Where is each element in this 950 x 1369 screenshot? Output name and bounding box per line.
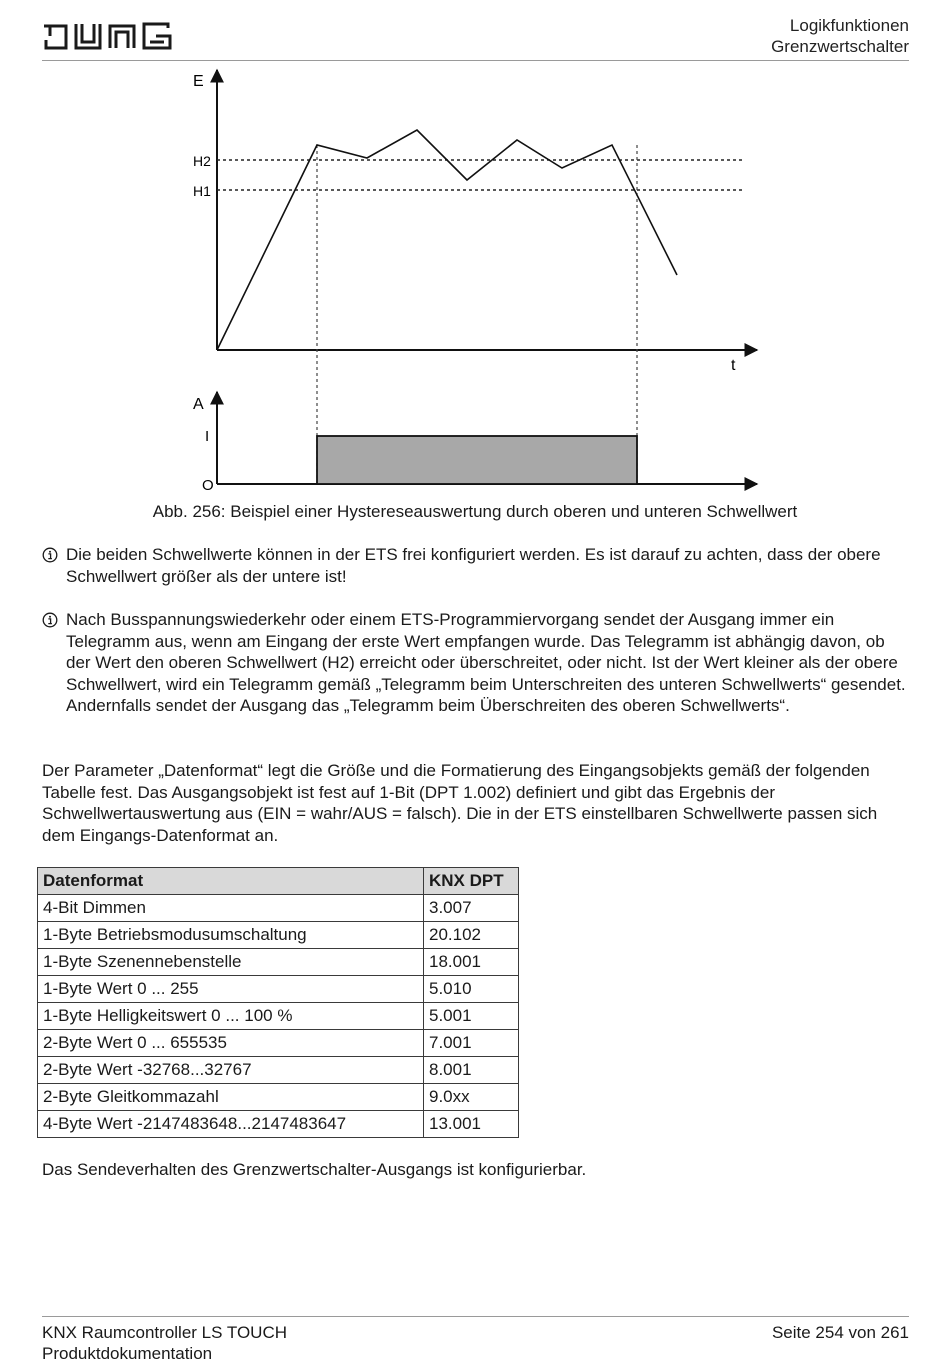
- table-row: [38, 949, 519, 976]
- dpt-cell: 7.001: [424, 1030, 519, 1057]
- dpt-cell: 5.010: [424, 976, 519, 1003]
- footer-product-info: [42, 1322, 287, 1364]
- table-row: [38, 1003, 519, 1030]
- format-cell: 4-Byte Wert -2147483648...2147483647: [38, 1111, 424, 1138]
- output-on-block: [317, 436, 637, 484]
- table-header-row: [38, 868, 519, 895]
- table-row: [38, 1084, 519, 1111]
- info-note-thresholds: [42, 544, 912, 587]
- footer-divider: [42, 1316, 909, 1317]
- info-note-text: Nach Busspannungswiederkehr oder einem ETS-Programmiervorgang sendet der Ausgang immer ein Telegramm aus, wenn am Eingang der erste Wert empfangen wurde. Das Telegramm ist abhängig davon, ob der Wert den oberen Schwellwert (H2) erreicht oder überschreitet, oder nicht. Ist der Wert kleiner als der obere Schwellwert, wird ein Telegramm gemäß „Telegramm beim Unterschreiten des unteren Schwellwerts“ gesendet. Andernfalls sendet der Ausgang das „Telegramm beim Überschreiten des oberen Schwellwerts“.: [66, 610, 906, 715]
- jung-logo: [42, 20, 174, 54]
- closing-sentence: Das Sendeverhalten des Grenzwertschalter-Ausgangs ist konfigurierbar.: [42, 1160, 587, 1179]
- info-icon: [42, 547, 58, 563]
- info-note-text: Die beiden Schwellwerte können in der ETS frei konfiguriert werden. Es ist darauf zu achten, dass der obere Schwellwert größer als der untere ist!: [66, 545, 881, 586]
- input-signal-line: [217, 130, 677, 350]
- table-row: [38, 1111, 519, 1138]
- format-cell: 2-Byte Wert -32768...32767: [38, 1057, 424, 1084]
- axis-label-e: E: [193, 73, 204, 90]
- format-cell: 4-Bit Dimmen: [38, 895, 424, 922]
- info-note-bus-return: [42, 609, 912, 717]
- header-section-title: [771, 15, 909, 57]
- data-format-table: [37, 867, 519, 1138]
- format-cell: 2-Byte Gleitkommazahl: [38, 1084, 424, 1111]
- dpt-cell: 5.001: [424, 1003, 519, 1030]
- table-row: [38, 895, 519, 922]
- dpt-cell: 13.001: [424, 1111, 519, 1138]
- column-header-datenformat: Datenformat: [38, 868, 424, 895]
- figure-caption: Abb. 256: Beispiel einer Hystereseauswertung durch oberen und unteren Schwellwert: [152, 502, 798, 521]
- column-header-knx-dpt: KNX DPT: [424, 868, 519, 895]
- hysteresis-figure: [0, 60, 950, 500]
- dpt-cell: 9.0xx: [424, 1084, 519, 1111]
- level-label-i: I: [205, 428, 210, 445]
- table-row: [38, 922, 519, 949]
- level-label-o: O: [202, 477, 214, 494]
- header-section: Logikfunktionen: [789, 16, 909, 35]
- format-cell: 1-Byte Helligkeitswert 0 ... 100 %: [38, 1003, 424, 1030]
- data-format-paragraph: Der Parameter „Datenformat“ legt die Größe und die Formatierung des Eingangsobjekts gemäß der folgenden Tabelle fest. Das Ausgangsobjekt ist fest auf 1-Bit (DPT 1.002) definiert und gibt das Ergebnis der Schwellwertauswertung aus (EIN = wahr/AUS = falsch). Die in der ETS einstellbaren Schwellwerte passen sich dem Eingangs-Datenformat an.: [42, 761, 878, 845]
- dpt-cell: 18.001: [424, 949, 519, 976]
- dpt-cell: 3.007: [424, 895, 519, 922]
- footer-doc-type: Produktdokumentation: [42, 1344, 213, 1363]
- format-cell: 1-Byte Szenennebenstelle: [38, 949, 424, 976]
- table-row: [38, 1030, 519, 1057]
- format-cell: 1-Byte Betriebsmodusumschaltung: [38, 922, 424, 949]
- axis-label-a: A: [193, 396, 204, 413]
- header-subsection: Grenzwertschalter: [771, 37, 909, 56]
- dpt-cell: 20.102: [424, 922, 519, 949]
- format-cell: 2-Byte Wert 0 ... 655535: [38, 1030, 424, 1057]
- footer-page-number: Seite 254 von 261: [771, 1323, 909, 1342]
- info-icon: [42, 612, 58, 628]
- threshold-label-h1: H1: [193, 183, 211, 199]
- format-cell: 1-Byte Wert 0 ... 255: [38, 976, 424, 1003]
- table-row: [38, 976, 519, 1003]
- footer-product: KNX Raumcontroller LS TOUCH: [42, 1323, 288, 1342]
- axis-label-t: t: [731, 357, 736, 374]
- dpt-cell: 8.001: [424, 1057, 519, 1084]
- table-row: [38, 1057, 519, 1084]
- threshold-label-h2: H2: [193, 153, 211, 169]
